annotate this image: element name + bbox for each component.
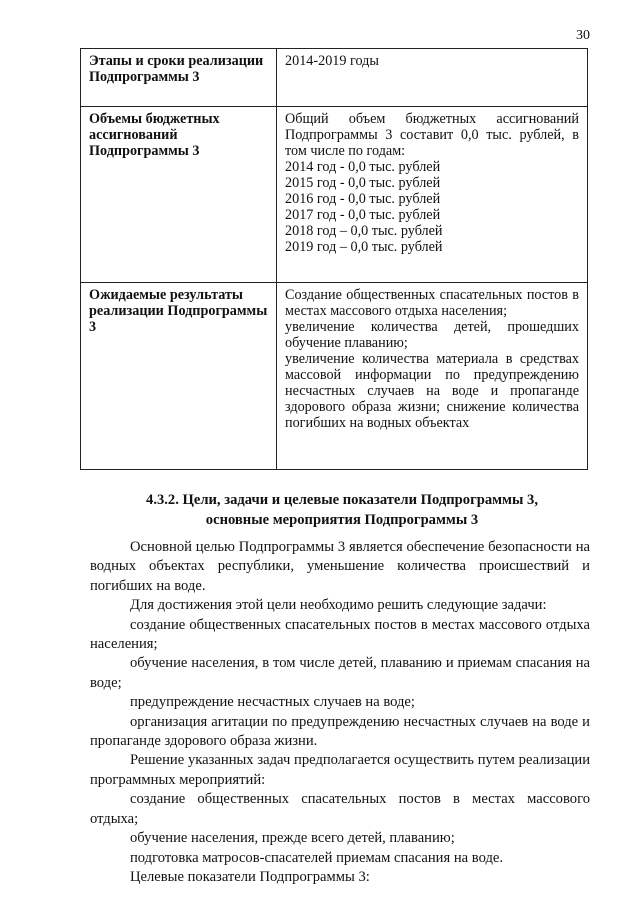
paragraph: Основной целью Подпрограммы 3 является обеспечение безопасности на водных объектах республики, уменьшение количества происшествий и погибших на воде.: [90, 539, 590, 594]
task-item: организация агитации по предупреждению несчастных случаев на воде и пропаганде здорового образа жизни.: [90, 713, 590, 750]
measure-item: обучение населения, прежде всего детей, плаванию;: [130, 830, 455, 847]
value-line: 2019 год – 0,0 тыс. рублей: [285, 239, 443, 255]
value-line: увеличение количества материала в средствах массовой информации по предупреждению несчастных случаев на воде и пропаганде здорового образа жизни; снижение количества погибших на водных объектах: [285, 351, 579, 431]
section-body: [90, 538, 590, 887]
section-heading: [80, 490, 604, 530]
value-line: Создание общественных спасательных постов в местах массового отдыха населения;: [285, 287, 579, 319]
value-line: 2015 год - 0,0 тыс. рублей: [285, 175, 441, 191]
measure-item: создание общественных спасательных постов в местах массового отдыха;: [90, 791, 590, 827]
table-row: [81, 283, 588, 470]
measure-item: подготовка матросов-спасателей приемам спасания на воде.: [130, 849, 503, 866]
row-label-stages: Этапы и сроки реализации Подпрограммы 3: [81, 49, 277, 107]
page-number: 30: [576, 28, 590, 43]
task-item: создание общественных спасательных постов в местах массового отдыха населения;: [90, 616, 590, 653]
value-line: 2017 год - 0,0 тыс. рублей: [285, 207, 441, 223]
paragraph: Для достижения этой цели необходимо решить следующие задачи:: [130, 597, 547, 614]
task-item: предупреждение несчастных случаев на воде;: [130, 694, 415, 711]
section-heading-line: 4.3.2. Цели, задачи и целевые показатели Подпрограммы 3,: [146, 492, 538, 508]
value-line: 2014 год - 0,0 тыс. рублей: [285, 159, 441, 175]
value-line: Общий объем бюджетных ассигнований Подпрограммы 3 составит 0,0 тыс. рублей, в том числе по годам:: [285, 111, 579, 159]
row-value-stages: [277, 49, 588, 107]
task-item: обучение населения, в том числе детей, плаванию и приемам спасания на воде;: [90, 655, 590, 691]
table-row: [81, 49, 588, 107]
section-heading-line: основные мероприятия Подпрограммы 3: [205, 512, 479, 528]
value-line: 2016 год - 0,0 тыс. рублей: [285, 191, 441, 207]
paragraph: Целевые показатели Подпрограммы 3:: [130, 868, 370, 885]
table-row: [81, 107, 588, 283]
row-label-budget: Объемы бюджетных ассигнований Подпрограммы 3: [81, 107, 277, 283]
row-value-budget: [277, 107, 588, 283]
row-label-results: Ожидаемые результаты реализации Подпрограммы 3: [81, 283, 277, 470]
subprogram-passport-table: [80, 48, 588, 470]
paragraph: Решение указанных задач предполагается осуществить путем реализации программных мероприятий:: [90, 752, 590, 788]
row-value-results: [277, 283, 588, 470]
value-line: 2014-2019 годы: [285, 53, 379, 69]
value-line: 2018 год – 0,0 тыс. рублей: [285, 223, 443, 239]
value-line: увеличение количества детей, прошедших обучение плаванию;: [285, 319, 579, 351]
